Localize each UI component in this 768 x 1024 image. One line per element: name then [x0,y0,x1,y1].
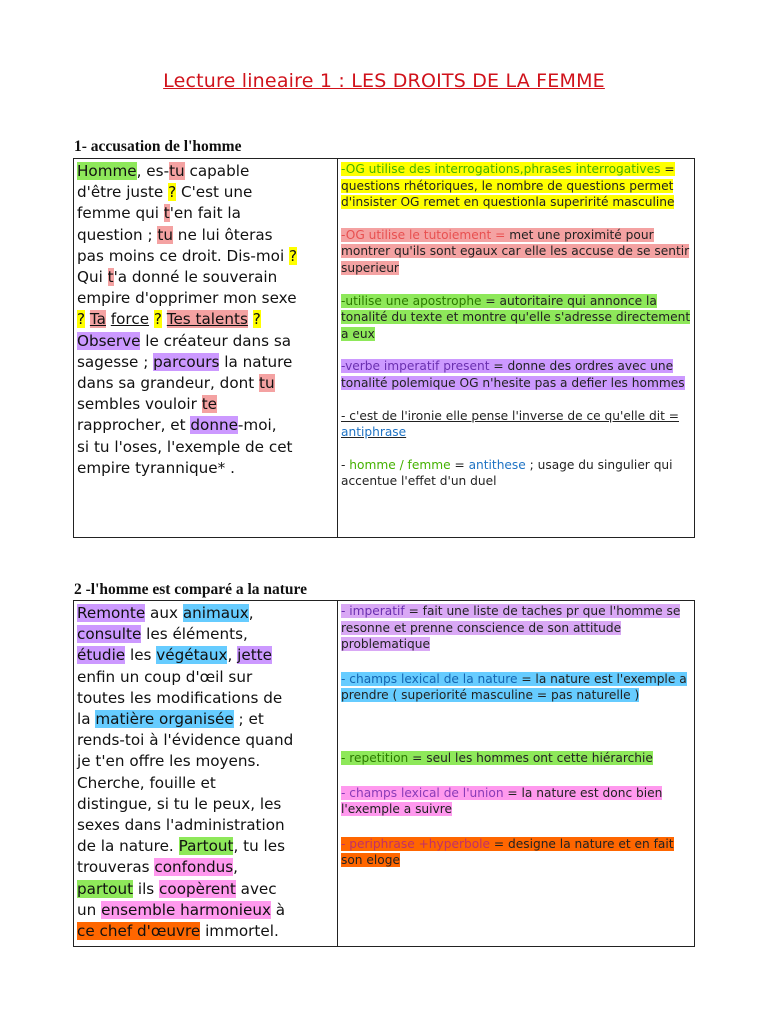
hl-ensemble-harmonieux: ensemble harmonieux [101,900,271,919]
note-text: = [450,457,469,472]
note-keyword: antithese [468,457,526,472]
note-imperatif-liste [341,603,691,653]
text-run: Qui [77,268,103,287]
text-run: ils [133,879,160,898]
note-text: - [341,457,350,472]
text-run: 'a donné le souverain empire d'opprimer mon sexe [77,268,297,308]
note-text: met une proximité pour montrer qu'ils sont egaux car elle les accuse de se sentir superieur [341,227,690,275]
hl-matiere-organisee: matière organisée [95,710,234,729]
hl-ta: Ta [89,310,106,329]
text-run: C'est une femme qui [77,183,253,223]
text-run: aux [145,604,183,622]
text-run [248,310,253,328]
note-repetition [341,750,691,767]
note-text: = seul les hommes ont cette hiérarchie [408,750,653,765]
note-text: = donne des ordres avec une tonalité polemique OG n'hesite pas a defier les hommes [341,359,685,390]
hl-question-mark: ? [77,310,86,329]
note-text: - c'est de l'ironie elle pense l'inverse de ce qu'elle dit = [341,408,679,423]
text-run: les [125,646,157,665]
text-run: le créateur dans sa sagesse ; [77,331,292,371]
note-text: = la nature est l'exemple a prendre ( superiorité masculine = pas naturelle ) [341,671,687,703]
text-run: , [227,646,238,665]
note-interrogations [341,161,691,211]
hl-jette: jette [237,646,272,665]
note-keyword: -OG utilise le tutoiement = [341,227,506,242]
hl-donne: donne [190,416,238,435]
note-keyword: antiphrase [341,425,407,440]
note-text: = fait une liste de taches pr que l'homme se resonne et prenne conscience de son attitude problematique [341,604,681,652]
hl-tu: tu [259,374,275,393]
hl-te: te [201,395,218,414]
note-text: , le nombre de questions permet d'insister OG remet en questionla superirité masculine [341,178,675,210]
hl-vegetaux: végétaux [156,646,228,665]
note-champs-nature [341,671,691,704]
hl-confondus: confondus [154,858,234,877]
hl-question-mark: ? [153,310,162,329]
page-title: Lecture lineaire 1 : LES DROITS DE LA FEMME [163,70,605,92]
hl-consulte: consulte [77,625,142,644]
note-text: ; usage du singulier qui accentue l'effet d'un duel [341,457,673,489]
hl-question-mark: ? [252,310,261,329]
section2-text-cell [74,601,338,947]
hl-partout: Partout [178,837,234,856]
text-run: , [248,604,254,622]
hl-t: t [107,268,114,287]
text-run: à [275,900,286,919]
text-run: les éléments, [146,625,248,644]
section1-heading: 1- accusation de l'homme [74,138,242,155]
text-run: , tu les trouveras [77,837,285,877]
text-run: 'en fait la question ; [77,204,241,244]
section2-table [73,600,695,947]
note-keyword: - champs lexical de la nature [341,671,518,686]
hl-etudie: étudie [77,646,126,665]
note-keyword: - periphrase +hyperbole [341,836,491,851]
hl-parcours: parcours [153,352,220,371]
text-run: immortel. [200,922,279,941]
section1-notes-cell [338,159,695,538]
note-antiphrase [341,408,691,441]
note-tutoiement [341,227,691,277]
text-run: la nature dans sa grandeur, dont [77,352,293,393]
hl-tu: tu [169,162,185,180]
section1-text-cell [74,159,338,538]
note-keyword: -OG utilise des interrogations,phrases interrogatives [341,162,661,176]
text-run: rapprocher, et [77,416,186,435]
text-run: , es- [136,162,170,180]
hl-question-mark: ? [168,183,177,202]
note-imperatif [341,358,691,391]
section2-text [77,603,334,942]
note-periphrase [341,836,691,869]
note-keyword: - imperatif [341,604,405,618]
note-keyword: homme / femme [349,457,451,472]
note-antithese [341,457,691,490]
hl-t: t [163,204,170,223]
note-apostrophe [341,293,691,343]
hl-remonte: Remonte [77,604,146,622]
hl-animaux: animaux [182,604,249,622]
text-run: , [233,858,238,877]
text-run: enfin un coup d'œil sur toutes les modifications de la [77,667,283,729]
text-run: ; et rends-toi à l'évidence quand je t'en offre les moyens. Cherche, fouille et distingue, si tu le peux, les sexes dans l'administration de la nature. [77,710,294,856]
hl-chef-doeuvre: ce chef d'œuvre [77,922,201,941]
text-run: avec un [77,879,277,919]
text-run: -moi, si tu l'oses, l'exemple de cet empire tyrannique* . [77,416,293,477]
hl-homme: Homme [77,162,137,180]
note-text: = questions rhétoriques [341,162,675,193]
text-run: capable d'être juste [77,162,250,202]
hl-partout: partout [77,879,134,898]
hl-tu: tu [157,225,173,244]
hl-tes-talents: Tes talents [166,310,248,329]
note-keyword: - repetition [341,750,409,765]
note-keyword: -utilise une apostrophe [341,293,482,308]
section1-table [73,158,695,538]
section1-text [77,161,334,479]
text-run: ne lui ôteras pas moins ce droit. Dis-moi [77,225,285,265]
note-text: = designe la nature et en fait son eloge [341,836,674,868]
note-keyword: - champs lexical de l'union [341,785,504,800]
hl-cooperent: coopèrent [159,879,236,898]
section2-heading: 2 -l'homme est comparé a la nature [74,581,308,598]
section2-notes-cell [338,601,695,947]
note-keyword: -verbe imperatif present [341,359,490,374]
note-text: = autoritaire qui annonce la tonalité du texte et montre qu'elle s'adresse directement a eux [341,293,691,341]
hl-observe: Observe [77,331,141,350]
note-text: = la nature est donc bien l'exemple a suivre [341,785,663,817]
note-champs-union [341,785,691,818]
force-word: force [110,310,150,329]
text-run: sembles vouloir [77,395,197,414]
hl-question-mark: ? [289,246,298,265]
